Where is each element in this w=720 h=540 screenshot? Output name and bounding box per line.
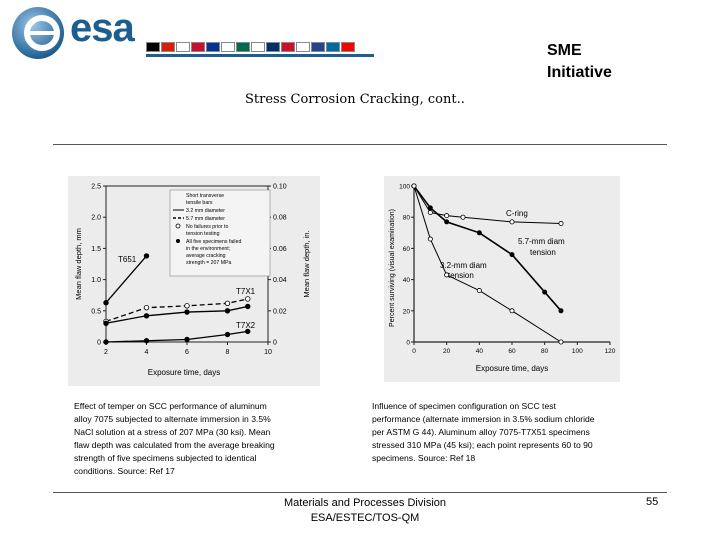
data-point	[559, 309, 563, 313]
y-tick-label: 100	[399, 183, 410, 191]
caption-line: performance (alternate immersion in 3.5% sodium chloride	[372, 414, 595, 424]
data-point	[428, 206, 432, 210]
flag-icon	[266, 42, 280, 52]
y-tick-label: 80	[402, 214, 410, 222]
data-point	[245, 297, 250, 302]
flag-icon	[146, 42, 160, 52]
flag-icon	[176, 42, 190, 52]
footer-line1: Materials and Processes Division	[283, 497, 446, 509]
legend-line: 3.2 mm diameter	[186, 208, 225, 214]
data-point	[461, 215, 465, 219]
chart2-xlabel: Exposure time, days	[475, 364, 549, 373]
data-point	[543, 290, 547, 294]
y-tick-label: 40	[402, 277, 410, 285]
data-point	[245, 304, 250, 309]
x-tick-label: 4	[144, 349, 149, 356]
y-tick-label: 0	[406, 339, 410, 347]
data-point	[144, 338, 149, 343]
caption-line: Influence of specimen configuration on SCC test	[372, 401, 556, 411]
flag-icon	[236, 42, 250, 52]
data-point	[412, 184, 416, 188]
flag-icon	[311, 42, 325, 52]
data-point	[185, 337, 190, 342]
label-t7x1: T7X1	[236, 287, 256, 296]
flag-icon	[221, 42, 235, 52]
label-57mm-tension: tension	[530, 248, 556, 257]
member-flags	[146, 42, 355, 52]
x-tick-label: 60	[508, 348, 516, 355]
data-point	[144, 313, 149, 318]
x-tick-label: 20	[443, 348, 451, 355]
caption-line: Effect of temper on SCC performance of aluminum	[74, 401, 267, 411]
x-tick-label: 2	[104, 349, 108, 356]
caption-line: per ASTM G 44). Aluminum alloy 7075-T7X51 specimens	[372, 427, 590, 437]
x-tick-label: 6	[185, 349, 189, 356]
sme-line1: SME	[547, 42, 582, 59]
data-point	[225, 332, 230, 337]
data-point	[428, 237, 432, 241]
y-right-tick-label: 0.06	[273, 245, 287, 253]
y-tick-label: 1.5	[91, 245, 101, 253]
y-right-tick-label: 0.10	[273, 183, 287, 191]
esa-logo	[8, 4, 368, 60]
page-number: 55	[646, 496, 659, 508]
data-point	[144, 305, 149, 310]
legend-line: strength = 207 MPa	[186, 260, 232, 266]
legend-line: 5.7 mm diameter	[186, 216, 225, 222]
data-point	[428, 210, 432, 214]
flag-icon	[326, 42, 340, 52]
sme-initiative	[547, 40, 612, 84]
flaw-depth-chart	[68, 176, 320, 386]
chart1-ylabel-right: Mean flaw depth, in.	[302, 230, 311, 298]
x-tick-label: 80	[541, 348, 549, 355]
data-point	[510, 309, 514, 313]
legend-line: All five specimens failed	[186, 239, 242, 245]
data-point	[559, 221, 563, 225]
data-point	[477, 231, 481, 235]
y-tick-label: 2.0	[91, 214, 101, 222]
esa-globe-icon	[8, 4, 68, 60]
data-point	[225, 309, 230, 314]
x-tick-label: 10	[264, 349, 272, 356]
y-right-tick-label: 0.02	[273, 308, 287, 316]
chart1-legend	[170, 190, 270, 276]
label-57mm: 5.7-mm diam	[518, 237, 565, 246]
footer-line2: ESA/ESTEC/TOS-QM	[310, 512, 420, 524]
data-point	[104, 300, 109, 305]
data-point	[104, 340, 109, 345]
data-point	[559, 340, 563, 344]
data-point	[104, 321, 109, 326]
x-tick-label: 100	[571, 348, 583, 355]
data-point	[477, 288, 481, 292]
flag-icon	[206, 42, 220, 52]
y-tick-label: 2.5	[91, 183, 101, 191]
flag-icon	[251, 42, 265, 52]
caption-line: NaCl solution at a stress of 207 MPa (30 ksi). Mean	[74, 427, 271, 437]
legend-line: tension testing	[186, 231, 220, 237]
caption-line: specimens. Source: Ref 18	[372, 453, 476, 463]
chart1-ylabel-left: Mean flaw depth, mm	[74, 228, 83, 300]
sme-line2: Initiative	[547, 64, 612, 81]
slide-title: Stress Corrosion Cracking, cont..	[245, 92, 465, 107]
y-tick-label: 1.0	[91, 277, 101, 285]
y-tick-label: 0.5	[91, 308, 101, 316]
label-t7x2: T7X2	[236, 321, 256, 330]
chart2-ylabel: Percent surviving (visual examination)	[389, 209, 396, 327]
x-tick-label: 0	[412, 348, 416, 355]
data-point	[185, 304, 190, 309]
legend-line: Short transverse	[186, 193, 225, 199]
caption-left	[74, 400, 314, 478]
caption-line: conditions. Source: Ref 17	[74, 466, 175, 476]
flag-icon	[191, 42, 205, 52]
caption-right	[372, 400, 642, 465]
y-tick-label: 60	[402, 245, 410, 253]
legend-line: in the environment;	[186, 246, 231, 252]
header-rule	[53, 144, 667, 145]
caption-line: stressed 310 MPa (45 ksi); each point represents 60 to 90	[372, 440, 593, 450]
data-point	[510, 220, 514, 224]
caption-line: flaw depth was calculated from the average breaking	[74, 440, 275, 450]
x-tick-label: 120	[604, 348, 616, 355]
logo-bar	[146, 54, 374, 57]
y-tick-label: 0	[97, 339, 101, 347]
label-cring: C-ring	[506, 209, 528, 218]
data-point	[510, 253, 514, 257]
flag-icon	[161, 42, 175, 52]
data-point	[445, 214, 449, 218]
y-right-tick-label: 0.08	[273, 214, 287, 222]
data-point	[225, 301, 230, 306]
flag-icon	[281, 42, 295, 52]
data-point	[445, 220, 449, 224]
y-right-tick-label: 0	[273, 339, 277, 347]
percent-surviving-chart	[384, 176, 620, 382]
legend-line: No failures prior to	[186, 224, 229, 230]
label-32mm: 3.2-mm diam	[440, 261, 487, 270]
chart1-xlabel: Exposure time, days	[147, 368, 221, 377]
x-tick-label: 40	[475, 348, 483, 355]
label-t651: T651	[118, 255, 137, 264]
y-right-tick-label: 0.04	[273, 277, 287, 285]
flag-icon	[296, 42, 310, 52]
y-tick-label: 20	[402, 308, 410, 316]
x-tick-label: 8	[225, 349, 230, 356]
caption-line: strength of five specimens subjected to identical	[74, 453, 257, 463]
legend-line: average cracking	[186, 253, 226, 259]
esa-wordmark: esa	[70, 6, 134, 50]
footer	[250, 496, 480, 526]
legend-line: tensile bars	[186, 200, 213, 206]
label-32mm-tension: tension	[448, 271, 474, 280]
flag-icon	[341, 42, 355, 52]
data-point	[144, 254, 149, 259]
caption-line: alloy 7075 subjected to alternate immersion in 3.5%	[74, 414, 271, 424]
data-point	[185, 310, 190, 315]
footer-rule	[53, 492, 667, 493]
